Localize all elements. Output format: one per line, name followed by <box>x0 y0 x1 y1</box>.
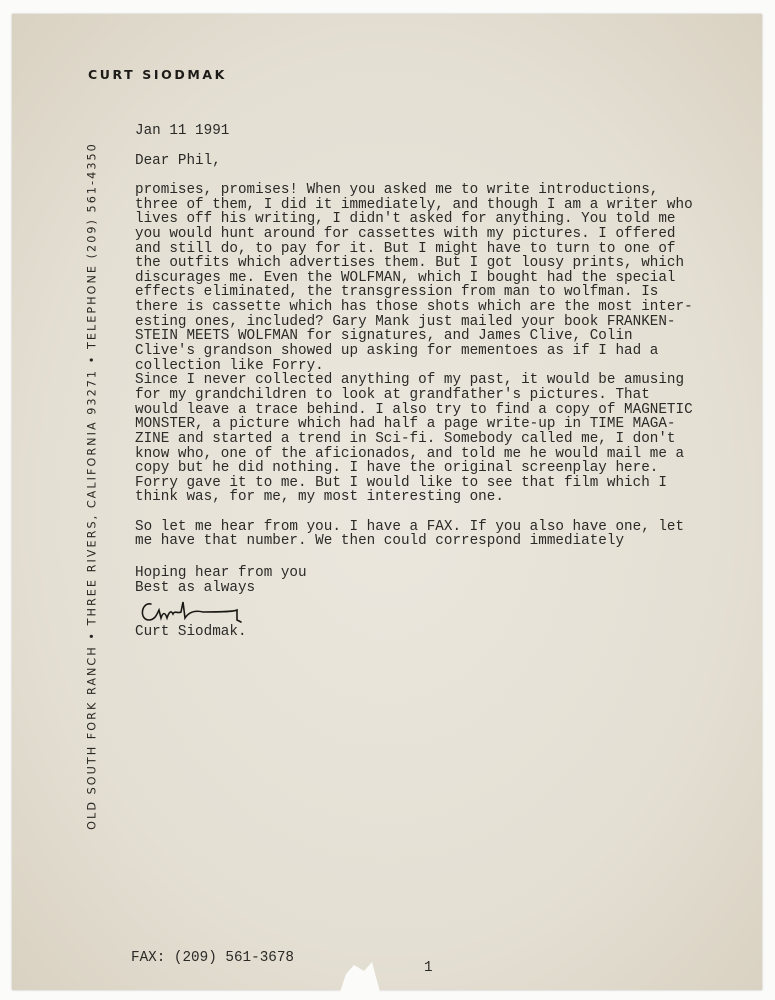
letterhead-address: OLD SOUTH FORK RANCH • THREE RIVERS, CALIFORNIA 93271 • TELEPHONE (209) 561-4350 <box>85 142 99 830</box>
body-line: think was, for me, my most interesting one. <box>135 489 504 506</box>
body-line: three of them, I did it immediately, and though I am a writer who <box>135 196 693 213</box>
body-line: would leave a trace behind. I also try to find a copy of MAGNETIC <box>135 401 693 418</box>
body-line: for my grandchildren to look at grandfather's pictures. That <box>135 386 650 403</box>
body-line: lives off his writing, I didn't asked for anything. You told me <box>135 211 676 228</box>
salutation: Dear Phil, <box>135 153 221 169</box>
body-line: So let me hear from you. I have a FAX. If you also have one, let <box>135 518 685 535</box>
letter-date: Jan 11 1991 <box>135 123 230 139</box>
letterhead-name: CURT SIODMAK <box>88 67 227 82</box>
body-line: copy but he did nothing. I have the original screenplay here. <box>135 460 659 477</box>
body-line: and still do, to pay for it. But I might have to turn to one of <box>135 240 676 257</box>
closing-line-2: Best as always <box>135 580 256 596</box>
fax-number: FAX: (209) 561-3678 <box>131 950 295 966</box>
body-line: Since I never collected anything of my past, it would be amusing <box>135 372 685 389</box>
closing-line-1: Hoping hear from you <box>135 565 307 581</box>
body-line: Forry gave it to me. But I would like to see that film which I <box>135 474 667 491</box>
body-line: ZINE and started a trend in Sci-fi. Somebody called me, I don't <box>135 430 676 447</box>
body-line: effects eliminated, the transgression from man to wolfman. Is <box>135 284 659 301</box>
typed-name: Curt Siodmak. <box>135 624 247 640</box>
page-number: 1 <box>424 960 433 976</box>
body-line: esting ones, included? Gary Mank just mailed your book FRANKEN- <box>135 313 676 330</box>
body-line: the outfits which advertises them. But I got lousy prints, which <box>135 255 685 272</box>
body-line: me have that number. We then could correspond immediately <box>135 533 625 550</box>
body-line: STEIN MEETS WOLFMAN for signatures, and James Clive, Colin <box>135 328 633 345</box>
letter-body <box>135 183 693 549</box>
body-line: promises, promises! When you asked me to write introductions, <box>135 182 659 198</box>
body-line: Clive's grandson showed up asking for mementoes as if I had a <box>135 343 659 360</box>
body-line: you would hunt around for cassettes with my pictures. I offered <box>135 225 676 242</box>
body-line <box>135 505 693 520</box>
body-line: there is cassette which has those shots which are the most inter- <box>135 299 693 316</box>
body-line: know who, one of the aficionados, and told me he would mail me a <box>135 445 685 462</box>
body-line: MONSTER, a picture which had half a page write-up in TIME MAGA- <box>135 416 676 433</box>
body-line: collection like Forry. <box>135 357 324 374</box>
body-line: discurages me. Even the WOLFMAN, which I bought had the special <box>135 269 676 286</box>
